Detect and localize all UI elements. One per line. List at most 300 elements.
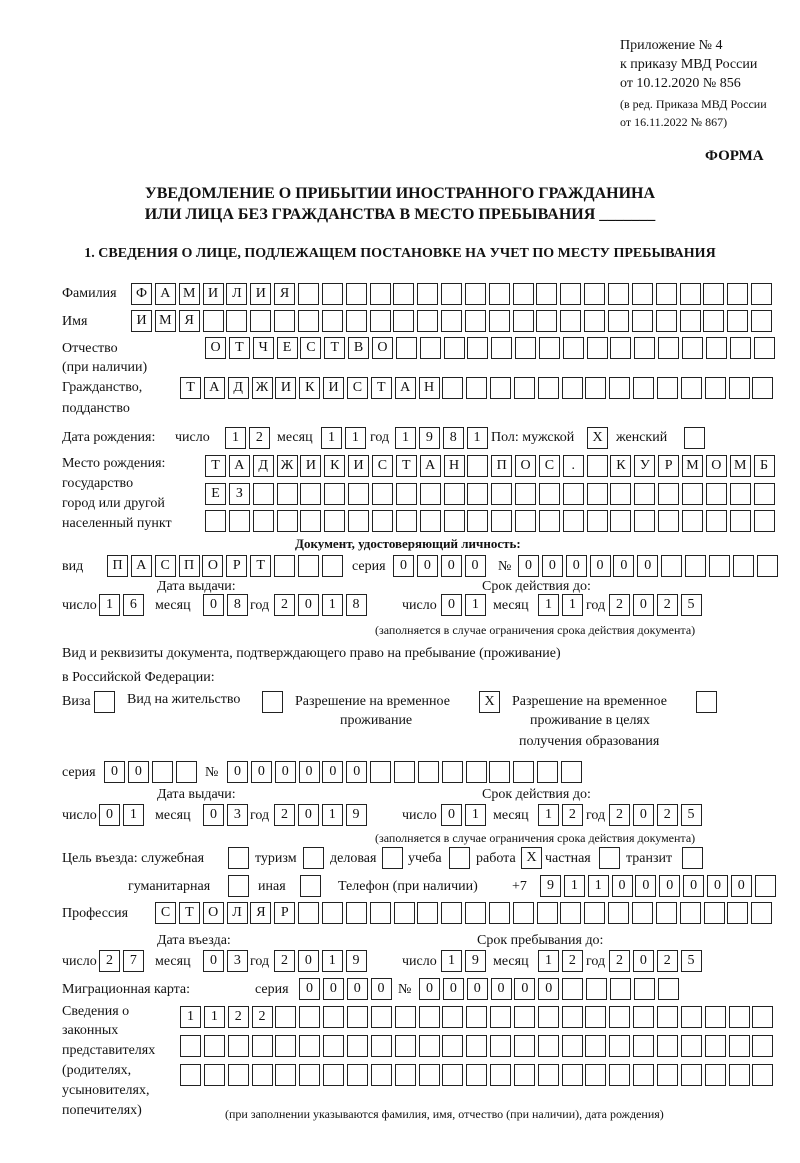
char-box[interactable]: 2: [99, 950, 120, 972]
char-box[interactable]: 1: [225, 427, 246, 449]
char-box[interactable]: М: [682, 455, 703, 477]
char-box[interactable]: 2: [274, 804, 295, 826]
char-box[interactable]: [396, 483, 417, 505]
char-box[interactable]: [727, 902, 748, 924]
char-box[interactable]: 1: [588, 875, 609, 897]
char-box[interactable]: 0: [633, 950, 654, 972]
char-box[interactable]: 0: [393, 555, 414, 577]
char-box[interactable]: С: [539, 455, 560, 477]
char-box[interactable]: 0: [633, 804, 654, 826]
char-box[interactable]: 1: [538, 804, 559, 826]
char-box[interactable]: А: [395, 377, 416, 399]
char-box[interactable]: [275, 1035, 296, 1057]
char-box[interactable]: [203, 310, 224, 332]
char-box[interactable]: Т: [180, 377, 201, 399]
char-box[interactable]: П: [179, 555, 200, 577]
char-box[interactable]: 0: [128, 761, 149, 783]
char-box[interactable]: [489, 283, 510, 305]
char-box[interactable]: [609, 1064, 630, 1086]
char-box[interactable]: [490, 1064, 511, 1086]
char-box[interactable]: [442, 377, 463, 399]
char-box[interactable]: [371, 1006, 392, 1028]
char-box[interactable]: [729, 1035, 750, 1057]
char-box[interactable]: [346, 902, 367, 924]
char-box[interactable]: [299, 1006, 320, 1028]
char-box[interactable]: [634, 483, 655, 505]
char-box[interactable]: О: [372, 337, 393, 359]
char-box[interactable]: [754, 483, 775, 505]
char-box[interactable]: [634, 978, 655, 1000]
char-box[interactable]: 0: [465, 555, 486, 577]
char-box[interactable]: [680, 310, 701, 332]
char-box[interactable]: 1: [441, 950, 462, 972]
char-box[interactable]: Т: [324, 337, 345, 359]
char-box[interactable]: [705, 1064, 726, 1086]
char-box[interactable]: [442, 1064, 463, 1086]
char-box[interactable]: 0: [203, 594, 224, 616]
char-box[interactable]: [395, 1064, 416, 1086]
char-box[interactable]: 0: [633, 594, 654, 616]
char-box[interactable]: [444, 483, 465, 505]
char-box[interactable]: [562, 978, 583, 1000]
char-box[interactable]: [370, 902, 391, 924]
char-box[interactable]: [585, 377, 606, 399]
char-box[interactable]: [751, 902, 772, 924]
char-box[interactable]: [467, 337, 488, 359]
char-box[interactable]: [277, 483, 298, 505]
char-box[interactable]: [419, 1035, 440, 1057]
char-box[interactable]: [658, 978, 679, 1000]
char-box[interactable]: 5: [681, 804, 702, 826]
char-box[interactable]: [657, 1006, 678, 1028]
char-box[interactable]: 3: [227, 950, 248, 972]
char-box[interactable]: 1: [322, 594, 343, 616]
char-box[interactable]: [229, 510, 250, 532]
char-box[interactable]: 0: [298, 804, 319, 826]
char-box[interactable]: 5: [681, 594, 702, 616]
char-box[interactable]: [587, 337, 608, 359]
char-box[interactable]: [587, 455, 608, 477]
char-box[interactable]: Д: [228, 377, 249, 399]
char-box[interactable]: 0: [613, 555, 634, 577]
char-box[interactable]: [709, 555, 730, 577]
char-box[interactable]: М: [155, 310, 176, 332]
char-box[interactable]: [751, 283, 772, 305]
char-box[interactable]: [228, 875, 249, 897]
char-box[interactable]: [610, 483, 631, 505]
char-box[interactable]: 1: [322, 950, 343, 972]
char-box[interactable]: [467, 510, 488, 532]
char-box[interactable]: 0: [441, 594, 462, 616]
char-box[interactable]: [348, 510, 369, 532]
char-box[interactable]: [204, 1064, 225, 1086]
char-box[interactable]: [347, 1006, 368, 1028]
char-box[interactable]: [562, 377, 583, 399]
char-box[interactable]: [275, 1064, 296, 1086]
char-box[interactable]: 0: [419, 978, 440, 1000]
char-box[interactable]: [562, 1064, 583, 1086]
char-box[interactable]: [444, 337, 465, 359]
char-box[interactable]: [417, 902, 438, 924]
char-box[interactable]: .: [563, 455, 584, 477]
char-box[interactable]: [300, 483, 321, 505]
char-box[interactable]: [632, 283, 653, 305]
char-box[interactable]: [658, 337, 679, 359]
char-box[interactable]: [754, 337, 775, 359]
char-box[interactable]: [513, 761, 534, 783]
char-box[interactable]: Ж: [252, 377, 273, 399]
char-box[interactable]: 2: [252, 1006, 273, 1028]
char-box[interactable]: [680, 902, 701, 924]
char-box[interactable]: [658, 510, 679, 532]
char-box[interactable]: [274, 310, 295, 332]
char-box[interactable]: [275, 1006, 296, 1028]
char-box[interactable]: [180, 1035, 201, 1057]
char-box[interactable]: [514, 1064, 535, 1086]
char-box[interactable]: [539, 510, 560, 532]
char-box[interactable]: [490, 1006, 511, 1028]
char-box[interactable]: Е: [205, 483, 226, 505]
char-box[interactable]: 2: [562, 950, 583, 972]
char-box[interactable]: [561, 761, 582, 783]
char-box[interactable]: [449, 847, 470, 869]
char-box[interactable]: [515, 483, 536, 505]
char-box[interactable]: 2: [562, 804, 583, 826]
char-box[interactable]: Т: [371, 377, 392, 399]
char-box[interactable]: С: [300, 337, 321, 359]
char-box[interactable]: 3: [227, 804, 248, 826]
char-box[interactable]: [322, 555, 343, 577]
char-box[interactable]: Т: [250, 555, 271, 577]
char-box[interactable]: [382, 847, 403, 869]
char-box[interactable]: [226, 310, 247, 332]
char-box[interactable]: К: [324, 455, 345, 477]
char-box[interactable]: 9: [540, 875, 561, 897]
char-box[interactable]: Д: [253, 455, 274, 477]
char-box[interactable]: [322, 310, 343, 332]
char-box[interactable]: X: [521, 847, 542, 869]
char-box[interactable]: К: [299, 377, 320, 399]
char-box[interactable]: Р: [226, 555, 247, 577]
char-box[interactable]: [300, 510, 321, 532]
char-box[interactable]: [706, 337, 727, 359]
char-box[interactable]: [303, 847, 324, 869]
char-box[interactable]: [228, 1064, 249, 1086]
char-box[interactable]: М: [730, 455, 751, 477]
char-box[interactable]: [489, 902, 510, 924]
char-box[interactable]: [322, 283, 343, 305]
char-box[interactable]: [752, 1035, 773, 1057]
char-box[interactable]: [419, 1006, 440, 1028]
char-box[interactable]: [371, 1064, 392, 1086]
char-box[interactable]: Б: [754, 455, 775, 477]
char-box[interactable]: [417, 283, 438, 305]
char-box[interactable]: [346, 283, 367, 305]
char-box[interactable]: 1: [395, 427, 416, 449]
char-box[interactable]: [634, 510, 655, 532]
char-box[interactable]: [466, 761, 487, 783]
char-box[interactable]: [515, 337, 536, 359]
char-box[interactable]: [730, 337, 751, 359]
char-box[interactable]: 9: [346, 804, 367, 826]
char-box[interactable]: П: [491, 455, 512, 477]
char-box[interactable]: [536, 310, 557, 332]
char-box[interactable]: 1: [538, 594, 559, 616]
char-box[interactable]: [466, 1006, 487, 1028]
char-box[interactable]: [632, 310, 653, 332]
char-box[interactable]: 0: [443, 978, 464, 1000]
char-box[interactable]: 0: [637, 555, 658, 577]
char-box[interactable]: [299, 1035, 320, 1057]
char-box[interactable]: [584, 902, 605, 924]
char-box[interactable]: 2: [609, 804, 630, 826]
char-box[interactable]: 1: [321, 427, 342, 449]
char-box[interactable]: [465, 283, 486, 305]
char-box[interactable]: [754, 510, 775, 532]
char-box[interactable]: 8: [227, 594, 248, 616]
char-box[interactable]: И: [131, 310, 152, 332]
char-box[interactable]: 6: [123, 594, 144, 616]
char-box[interactable]: [395, 1006, 416, 1028]
char-box[interactable]: Н: [444, 455, 465, 477]
char-box[interactable]: [441, 310, 462, 332]
char-box[interactable]: [610, 510, 631, 532]
char-box[interactable]: [324, 483, 345, 505]
char-box[interactable]: [300, 875, 321, 897]
char-box[interactable]: 0: [299, 761, 320, 783]
char-box[interactable]: Я: [179, 310, 200, 332]
char-box[interactable]: С: [347, 377, 368, 399]
char-box[interactable]: 2: [657, 804, 678, 826]
char-box[interactable]: У: [634, 455, 655, 477]
char-box[interactable]: [685, 555, 706, 577]
char-box[interactable]: 0: [104, 761, 125, 783]
char-box[interactable]: [633, 1064, 654, 1086]
char-box[interactable]: 0: [542, 555, 563, 577]
char-box[interactable]: [610, 337, 631, 359]
char-box[interactable]: 0: [441, 804, 462, 826]
char-box[interactable]: И: [203, 283, 224, 305]
char-box[interactable]: [420, 483, 441, 505]
char-box[interactable]: [465, 310, 486, 332]
char-box[interactable]: [370, 761, 391, 783]
char-box[interactable]: [152, 761, 173, 783]
char-box[interactable]: [682, 847, 703, 869]
char-box[interactable]: [323, 1006, 344, 1028]
char-box[interactable]: И: [348, 455, 369, 477]
char-box[interactable]: [680, 283, 701, 305]
char-box[interactable]: [394, 761, 415, 783]
char-box[interactable]: 0: [347, 978, 368, 1000]
char-box[interactable]: 0: [441, 555, 462, 577]
char-box[interactable]: [729, 377, 750, 399]
char-box[interactable]: [441, 902, 462, 924]
char-box[interactable]: 0: [323, 978, 344, 1000]
char-box[interactable]: 1: [99, 594, 120, 616]
char-box[interactable]: [705, 1035, 726, 1057]
char-box[interactable]: С: [155, 902, 176, 924]
char-box[interactable]: [681, 1006, 702, 1028]
char-box[interactable]: 0: [298, 594, 319, 616]
char-box[interactable]: [393, 310, 414, 332]
char-box[interactable]: [394, 902, 415, 924]
char-box[interactable]: И: [300, 455, 321, 477]
char-box[interactable]: [370, 283, 391, 305]
char-box[interactable]: [584, 310, 605, 332]
char-box[interactable]: [585, 1035, 606, 1057]
char-box[interactable]: [656, 902, 677, 924]
char-box[interactable]: [262, 691, 283, 713]
char-box[interactable]: [538, 1035, 559, 1057]
char-box[interactable]: [253, 510, 274, 532]
char-box[interactable]: [204, 1035, 225, 1057]
char-box[interactable]: [608, 902, 629, 924]
char-box[interactable]: 0: [707, 875, 728, 897]
char-box[interactable]: [372, 483, 393, 505]
char-box[interactable]: [346, 310, 367, 332]
char-box[interactable]: [442, 1006, 463, 1028]
char-box[interactable]: [466, 1064, 487, 1086]
char-box[interactable]: [444, 510, 465, 532]
char-box[interactable]: Я: [250, 902, 271, 924]
char-box[interactable]: [733, 555, 754, 577]
char-box[interactable]: 2: [657, 950, 678, 972]
char-box[interactable]: [538, 1064, 559, 1086]
char-box[interactable]: 0: [659, 875, 680, 897]
char-box[interactable]: [324, 510, 345, 532]
char-box[interactable]: [585, 1006, 606, 1028]
char-box[interactable]: [681, 1035, 702, 1057]
char-box[interactable]: Л: [226, 283, 247, 305]
char-box[interactable]: А: [229, 455, 250, 477]
char-box[interactable]: [539, 337, 560, 359]
char-box[interactable]: [658, 483, 679, 505]
char-box[interactable]: Ж: [277, 455, 298, 477]
char-box[interactable]: 0: [99, 804, 120, 826]
char-box[interactable]: [418, 761, 439, 783]
char-box[interactable]: [560, 283, 581, 305]
char-box[interactable]: П: [107, 555, 128, 577]
char-box[interactable]: И: [323, 377, 344, 399]
char-box[interactable]: [657, 1035, 678, 1057]
char-box[interactable]: [466, 377, 487, 399]
char-box[interactable]: [417, 310, 438, 332]
char-box[interactable]: С: [372, 455, 393, 477]
char-box[interactable]: [610, 978, 631, 1000]
char-box[interactable]: [752, 1006, 773, 1028]
char-box[interactable]: 1: [180, 1006, 201, 1028]
char-box[interactable]: [250, 310, 271, 332]
char-box[interactable]: 2: [609, 950, 630, 972]
char-box[interactable]: [730, 483, 751, 505]
char-box[interactable]: [682, 510, 703, 532]
char-box[interactable]: [514, 377, 535, 399]
char-box[interactable]: 0: [683, 875, 704, 897]
char-box[interactable]: 2: [274, 950, 295, 972]
char-box[interactable]: [396, 337, 417, 359]
char-box[interactable]: [538, 377, 559, 399]
char-box[interactable]: 1: [465, 804, 486, 826]
char-box[interactable]: 0: [635, 875, 656, 897]
char-box[interactable]: [323, 1035, 344, 1057]
char-box[interactable]: [466, 1035, 487, 1057]
char-box[interactable]: 0: [731, 875, 752, 897]
char-box[interactable]: [609, 1035, 630, 1057]
char-box[interactable]: [682, 337, 703, 359]
char-box[interactable]: [442, 1035, 463, 1057]
char-box[interactable]: [513, 902, 534, 924]
char-box[interactable]: [180, 1064, 201, 1086]
char-box[interactable]: [729, 1006, 750, 1028]
char-box[interactable]: [536, 283, 557, 305]
char-box[interactable]: [371, 1035, 392, 1057]
char-box[interactable]: 1: [123, 804, 144, 826]
char-box[interactable]: Т: [205, 455, 226, 477]
char-box[interactable]: [489, 310, 510, 332]
char-box[interactable]: [587, 483, 608, 505]
char-box[interactable]: [537, 902, 558, 924]
char-box[interactable]: [608, 283, 629, 305]
char-box[interactable]: 0: [514, 978, 535, 1000]
char-box[interactable]: [599, 847, 620, 869]
char-box[interactable]: [513, 283, 534, 305]
char-box[interactable]: С: [155, 555, 176, 577]
char-box[interactable]: А: [155, 283, 176, 305]
char-box[interactable]: Я: [274, 283, 295, 305]
char-box[interactable]: О: [203, 902, 224, 924]
char-box[interactable]: [442, 761, 463, 783]
char-box[interactable]: [661, 555, 682, 577]
char-box[interactable]: [585, 1064, 606, 1086]
char-box[interactable]: [538, 1006, 559, 1028]
char-box[interactable]: 1: [564, 875, 585, 897]
char-box[interactable]: [706, 510, 727, 532]
char-box[interactable]: [727, 310, 748, 332]
char-box[interactable]: [633, 1035, 654, 1057]
char-box[interactable]: [560, 902, 581, 924]
char-box[interactable]: 0: [566, 555, 587, 577]
char-box[interactable]: [633, 1006, 654, 1028]
char-box[interactable]: 2: [657, 594, 678, 616]
char-box[interactable]: Р: [658, 455, 679, 477]
char-box[interactable]: 0: [590, 555, 611, 577]
char-box[interactable]: [560, 310, 581, 332]
char-box[interactable]: 0: [227, 761, 248, 783]
char-box[interactable]: [705, 1006, 726, 1028]
char-box[interactable]: [514, 1035, 535, 1057]
char-box[interactable]: Т: [396, 455, 417, 477]
char-box[interactable]: [396, 510, 417, 532]
char-box[interactable]: И: [250, 283, 271, 305]
char-box[interactable]: [274, 555, 295, 577]
char-box[interactable]: О: [205, 337, 226, 359]
char-box[interactable]: [491, 483, 512, 505]
char-box[interactable]: 9: [346, 950, 367, 972]
char-box[interactable]: В: [348, 337, 369, 359]
char-box[interactable]: [277, 510, 298, 532]
char-box[interactable]: [587, 510, 608, 532]
char-box[interactable]: А: [204, 377, 225, 399]
char-box[interactable]: 5: [681, 950, 702, 972]
char-box[interactable]: [586, 978, 607, 1000]
char-box[interactable]: 0: [275, 761, 296, 783]
char-box[interactable]: [491, 337, 512, 359]
char-box[interactable]: [393, 283, 414, 305]
char-box[interactable]: [420, 337, 441, 359]
char-box[interactable]: [681, 1064, 702, 1086]
char-box[interactable]: [684, 427, 705, 449]
char-box[interactable]: [348, 483, 369, 505]
